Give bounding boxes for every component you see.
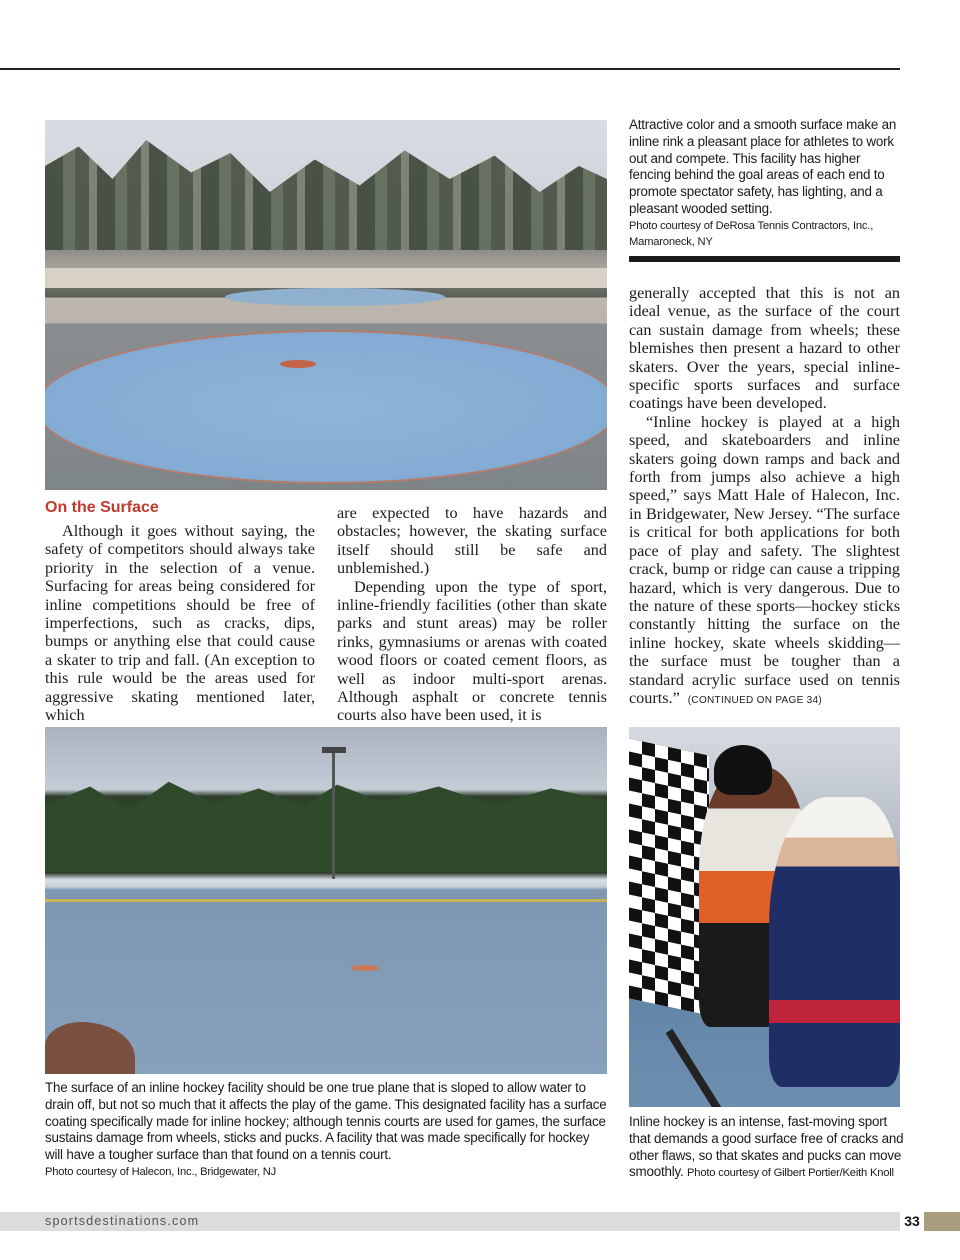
top-rule (0, 68, 900, 70)
photo-hockey-faceoff (629, 727, 900, 1107)
subhead: On the Surface (45, 499, 159, 516)
photo-center-circle (45, 330, 607, 484)
caption-credit: Photo courtesy of DeRosa Tennis Contractors, Inc., Mamaroneck, NY (629, 219, 874, 248)
caption-rule (629, 256, 900, 262)
paragraph: generally accepted that this is not an ideal venue, as the surface of the court can sustain damage from wheels; these blemishes then present a hazard to other skaters. Over the years, special inline-specific sports surfaces and surface coatings have been developed. (629, 284, 900, 413)
footer-tab (924, 1212, 960, 1231)
column-b (337, 504, 607, 725)
photo-inline-hockey-court (45, 727, 607, 1074)
photo-fence (45, 250, 607, 270)
caption-bottom-right (629, 1114, 904, 1182)
photo-hockey-stick (666, 1029, 736, 1107)
photo-court-edge (45, 899, 607, 902)
photo-far-circle (225, 288, 445, 306)
photo-outdoor-rink-blue-circle (45, 120, 607, 490)
paragraph: Depending upon the type of sport, inline-friendly facilities (other than skate parks and stunt areas) may be roller rinks, gymnasiums or arenas with coated wood floors or coated cement floors, as well as indoor multi-sport arenas. Although asphalt or concrete tennis courts also have been used, it is (337, 577, 607, 725)
caption-text: Inline hockey is an intense, fast-moving sport that demands a good surface free of cracks and other flaws, so that skates and pucks can move smoothly. (629, 1114, 904, 1180)
photo-trees (45, 777, 607, 872)
photo-referee-checker (629, 738, 709, 1015)
photo-player-blue (769, 797, 900, 1087)
column-a (45, 522, 315, 724)
photo-rink-boards (45, 268, 607, 288)
paragraph (629, 413, 900, 711)
photo-helmet (714, 745, 772, 795)
caption-credit: Photo courtesy of Gilbert Portier/Keith Knoll (687, 1167, 894, 1180)
footer-url: sportsdestinations.com (45, 1214, 200, 1228)
page-number: 33 (904, 1213, 920, 1229)
photo-hand (45, 1022, 135, 1074)
photo-center-spot (350, 965, 380, 971)
photo-light-fixture (322, 747, 346, 753)
paragraph: are expected to have hazards and obstacles; however, the skating surface itself should still be safe and unblemished.) (337, 504, 607, 578)
caption-text: Attractive color and a smooth surface make an inline rink a pleasant place for athletes to work out and compete. This facility has higher fencing behind the goal areas of each end to promote spectator safety, has lighting, and a pleasant wooded setting. (629, 117, 897, 216)
photo-light-pole (332, 749, 335, 879)
continued-note: (CONTINUED ON PAGE 34) (687, 694, 823, 706)
caption-text: The surface of an inline hockey facility should be one true plane that is sloped to allow water to drain off, but not so much that it affects the play of the game. This designated facility has a surface coating specifically made for inline hockey; although tennis courts are used for games, the surface sustains damage from wheels, sticks and pucks. A facility that was made specifically for hockey will have a tougher surface than that found on a tennis court. (45, 1080, 607, 1163)
caption-credit: Photo courtesy of Halecon, Inc., Bridgewater, NJ (45, 1165, 277, 1178)
caption-body (629, 1114, 904, 1182)
paragraph: Although it goes without saying, the safety of competitors should always take priority in the selection of a venue. Surfacing for areas being considered for inline competitions should be free of imperfections, such as cracks, dips, bumps or anything else that could cause a skater to trip and fall. (An exception to this rule would be the areas used for aggressive skating mentioned later, which (45, 522, 315, 725)
photo-center-dot (280, 360, 316, 368)
caption-top-right (629, 117, 901, 250)
caption-bottom-left (45, 1080, 607, 1180)
quote-text: “Inline hockey is played at a high speed, and skateboarders and inline skaters going down ramps and back and forth from jumps also achieve a high speed,” says Matt Hale of Halecon, Inc. in Bridgewater, New Jersey. “The surface is critical for both applications for both pace of play and safety. The slightest crack, bump or ridge can cause a tripping hazard, which is very dangerous. Due to the nature of these sports—hockey sticks constantly hitting the surface on the inline hockey, skate wheels skidding—the surface must be tougher than a standard acrylic surface used on tennis courts.” (629, 412, 900, 707)
column-c (629, 284, 900, 710)
